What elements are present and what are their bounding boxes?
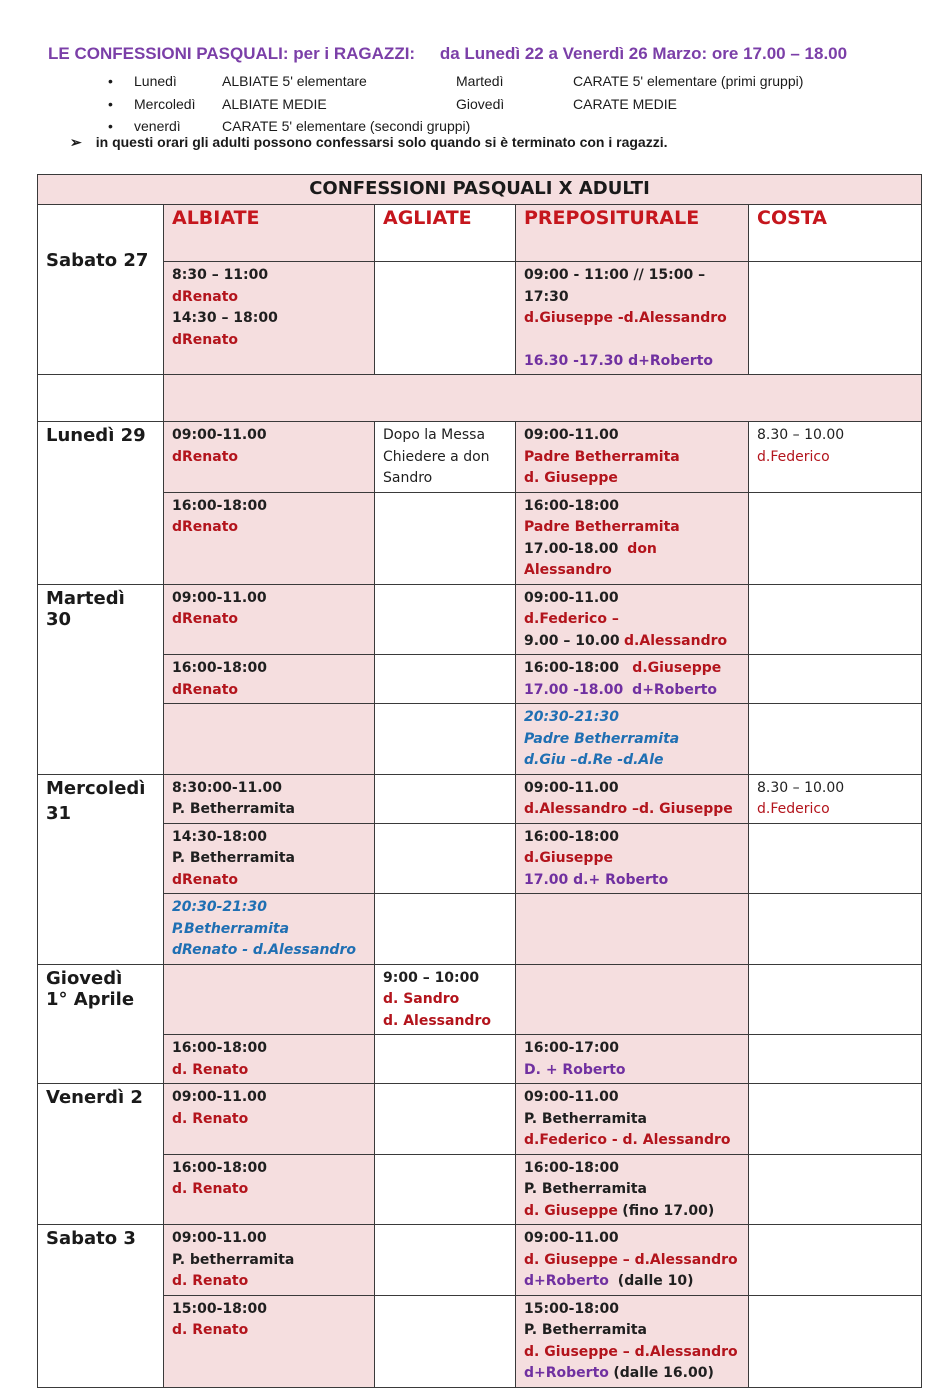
time-slot: 8.30 – 10.00 bbox=[757, 427, 845, 443]
day-label: Lunedì 29 bbox=[46, 425, 146, 446]
confessor: don Alessandro bbox=[524, 540, 657, 578]
schedule-cell-empty bbox=[749, 655, 922, 704]
schedule-cell bbox=[164, 1295, 375, 1387]
note-line: Dopo la Messa bbox=[383, 427, 486, 443]
schedule-cell bbox=[164, 774, 375, 823]
schedule-cell bbox=[164, 422, 375, 493]
confessor: d.Federico bbox=[757, 801, 830, 817]
arrow-icon: ➢ bbox=[70, 134, 82, 150]
time-slot: 09:00-11.00 bbox=[524, 589, 619, 606]
schedule-cell-empty bbox=[749, 823, 922, 894]
schedule-cell bbox=[164, 262, 375, 375]
time-note: (dalle 16.00) bbox=[613, 1365, 714, 1381]
bullet-desc: CARATE MEDIE bbox=[573, 95, 677, 112]
bullet-day: Martedì bbox=[456, 73, 504, 89]
day-cell bbox=[38, 584, 164, 774]
confessor: d.Federico bbox=[757, 448, 830, 465]
confessor: dRenato - d.Alessandro bbox=[172, 942, 356, 958]
time-slot: 16:00-18:00 bbox=[172, 1159, 267, 1176]
confessor: d. Sandro bbox=[383, 991, 460, 1007]
confessor: dRenato bbox=[172, 448, 239, 465]
time-slot: 16:00-18:00 bbox=[524, 1159, 619, 1176]
confessor: Padre Betherramita bbox=[524, 448, 680, 465]
bullet-desc: CARATE 5' elementare (primi gruppi) bbox=[573, 73, 804, 89]
time-slot: 14:30 – 18:00 bbox=[172, 310, 278, 326]
schedule-cell-empty bbox=[375, 774, 516, 823]
schedule-cell-empty bbox=[375, 584, 516, 655]
time-slot: 16:00-18:00 bbox=[172, 660, 267, 676]
schedule-cell-empty bbox=[375, 894, 516, 965]
bullet-icon: • bbox=[108, 73, 113, 89]
schedule-table bbox=[37, 174, 922, 1388]
bullet-icon: • bbox=[108, 95, 113, 112]
day-cell bbox=[38, 1225, 164, 1388]
day-label: Sabato 3 bbox=[46, 1228, 136, 1249]
intro-title bbox=[48, 44, 847, 64]
schedule-cell bbox=[516, 584, 749, 655]
confessor: dRenato bbox=[172, 871, 239, 888]
day-label: 1° Aprile bbox=[46, 989, 135, 1010]
confessor: d.Giuseppe bbox=[632, 660, 722, 676]
time-slot: 09:00-11.00 bbox=[172, 427, 267, 443]
schedule-cell bbox=[516, 422, 749, 493]
confessor: d.Giuseppe -d.Alessandro bbox=[524, 310, 727, 326]
time-slot: 09:00-11.00 bbox=[524, 779, 619, 796]
schedule-cell bbox=[516, 774, 749, 823]
confessor: d. Giuseppe – d.Alessandro bbox=[524, 1251, 738, 1268]
confessor: dRenato bbox=[172, 519, 239, 535]
bullet-desc: ALBIATE MEDIE bbox=[222, 95, 327, 112]
confessor-roberto: 16.30 -17.30 d+Roberto bbox=[524, 352, 714, 369]
time-slot: 09:00-11.00 bbox=[172, 1089, 267, 1105]
schedule-cell bbox=[164, 1084, 375, 1155]
location-header-agliate: AGLIATE bbox=[375, 205, 516, 262]
confessor: d. Giuseppe bbox=[524, 470, 618, 486]
day-cell bbox=[38, 1084, 164, 1225]
time-slot: 9.00 – 10.00 bbox=[524, 632, 620, 649]
schedule-cell bbox=[516, 1295, 749, 1387]
time-slot: 16:00-18:00 bbox=[524, 828, 619, 845]
time-slot: 8.30 – 10.00 bbox=[757, 779, 845, 796]
location-header-prepositurale: PREPOSITURALE bbox=[516, 205, 749, 262]
schedule-cell-empty bbox=[749, 584, 922, 655]
schedule-cell bbox=[164, 823, 375, 894]
bullet-day: Giovedì bbox=[456, 95, 505, 112]
day-cell bbox=[38, 964, 164, 1084]
bullet-desc: ALBIATE 5' elementare bbox=[222, 73, 367, 89]
time-slot: 16:00-18:00 bbox=[172, 497, 267, 514]
schedule-cell-empty bbox=[749, 704, 922, 775]
time-note: (fino 17.00) bbox=[622, 1202, 715, 1219]
schedule-cell bbox=[516, 655, 749, 704]
schedule-cell-empty bbox=[749, 1084, 922, 1155]
schedule-cell bbox=[516, 1154, 749, 1225]
confessor: P. betherramita bbox=[172, 1251, 295, 1268]
schedule-cell-empty bbox=[375, 704, 516, 775]
bullet-day: venerdì bbox=[134, 118, 181, 134]
schedule-cell bbox=[164, 1154, 375, 1225]
schedule-cell-empty bbox=[749, 1154, 922, 1225]
time-slot: 20:30-21:30 bbox=[172, 899, 267, 915]
time-slot: 15:00-18:00 bbox=[524, 1300, 619, 1317]
time-slot: 16:00-18:00 bbox=[524, 497, 619, 514]
schedule-cell bbox=[164, 1035, 375, 1084]
schedule-cell-empty bbox=[749, 1295, 922, 1387]
schedule-cell-empty bbox=[375, 262, 516, 375]
confessor-roberto: d+Roberto bbox=[632, 681, 718, 698]
confessor: d. Renato bbox=[172, 1322, 249, 1338]
confessor: Padre Betherramita bbox=[524, 730, 680, 747]
time-note: (dalle 10) bbox=[617, 1273, 694, 1289]
confessor: P. Betherramita bbox=[524, 1181, 647, 1197]
confessor: d. Giuseppe bbox=[524, 1202, 618, 1219]
confessor: P. Betherramita bbox=[524, 1110, 647, 1127]
time-slot: 09:00-11.00 bbox=[172, 1230, 267, 1246]
time-slot: 9:00 – 10:00 bbox=[383, 969, 480, 986]
schedule-cell bbox=[516, 1225, 749, 1296]
schedule-cell-empty bbox=[164, 964, 375, 1035]
schedule-cell-empty bbox=[749, 262, 922, 375]
confessor: P. Betherramita bbox=[524, 1322, 647, 1338]
schedule-cell bbox=[516, 1084, 749, 1155]
day-cell bbox=[38, 774, 164, 964]
schedule-cell-empty bbox=[375, 1225, 516, 1296]
schedule-cell-empty bbox=[375, 1084, 516, 1155]
location-header-albiate: ALBIATE bbox=[164, 205, 375, 262]
confessor-roberto: d+Roberto bbox=[524, 1273, 609, 1289]
confessor: d.Giu –d.Re -d.Ale bbox=[524, 752, 664, 768]
confessor: dRenato bbox=[172, 681, 239, 698]
time-slot: 20:30-21:30 bbox=[524, 709, 619, 725]
confessor: d.Federico – bbox=[524, 611, 619, 627]
confessor: Padre Betherramita bbox=[524, 519, 680, 535]
schedule-cell-empty bbox=[516, 964, 749, 1035]
schedule-cell bbox=[749, 774, 922, 823]
spacer-cell bbox=[38, 375, 164, 422]
time-slot: 17.00 -18.00 bbox=[524, 681, 624, 698]
time-slot: 8:30 – 11:00 bbox=[172, 267, 269, 283]
confessor: dRenato bbox=[172, 288, 239, 305]
time-slot: 15:00-18:00 bbox=[172, 1300, 267, 1317]
schedule-cell-empty bbox=[749, 1225, 922, 1296]
time-slot: 14:30-18:00 bbox=[172, 828, 267, 845]
schedule-cell-empty bbox=[375, 1035, 516, 1084]
schedule-cell-empty bbox=[749, 894, 922, 965]
schedule-cell-empty bbox=[516, 894, 749, 965]
bullet-day: Lunedì bbox=[134, 73, 177, 89]
confessor: P. Betherramita bbox=[172, 801, 295, 817]
schedule-cell bbox=[164, 492, 375, 584]
confessor: d. Renato bbox=[172, 1061, 249, 1078]
confessor: P.Betherramita bbox=[172, 920, 290, 937]
confessor: d.Federico - d. Alessandro bbox=[524, 1132, 731, 1148]
schedule-cell-empty bbox=[749, 964, 922, 1035]
day-label: Mercoledì bbox=[46, 777, 146, 799]
time-slot: 09:00-11.00 bbox=[172, 589, 267, 606]
schedule-cell bbox=[516, 823, 749, 894]
schedule-cell bbox=[164, 655, 375, 704]
day-label: 31 bbox=[46, 803, 72, 824]
confessor: P. Betherramita bbox=[172, 850, 295, 866]
note-text: in questi orari gli adulti possono confessarsi solo quando si è terminato con i ragazzi. bbox=[95, 134, 668, 150]
time-slot: 16:00-17:00 bbox=[524, 1040, 619, 1056]
schedule-cell-empty bbox=[749, 492, 922, 584]
confessor: dRenato bbox=[172, 331, 239, 348]
time-slot: 16:00-18:00 bbox=[524, 660, 619, 676]
day-label: Sabato 27 bbox=[46, 250, 149, 271]
schedule-cell-empty bbox=[375, 823, 516, 894]
schedule-cell bbox=[164, 1225, 375, 1296]
bullet-desc: CARATE 5' elementare (secondi gruppi) bbox=[222, 118, 471, 134]
confessor-roberto: d+Roberto bbox=[524, 1365, 609, 1381]
intro-title-part2: da Lunedì 22 a Venerdì 26 Marzo: ore 17.00 – 18.00 bbox=[439, 44, 848, 63]
schedule-cell bbox=[749, 422, 922, 493]
confessor-roberto: 17.00 d.+ Roberto bbox=[524, 871, 669, 888]
schedule-cell-empty bbox=[375, 492, 516, 584]
time-slot: 09:00 - 11:00 // 15:00 – 17:30 bbox=[524, 267, 706, 305]
schedule-cell bbox=[164, 894, 375, 965]
time-slot: 09:00-11.00 bbox=[524, 1089, 619, 1105]
schedule-cell-empty bbox=[164, 704, 375, 775]
time-slot: 16:00-18:00 bbox=[172, 1040, 267, 1056]
day-cell bbox=[38, 205, 164, 375]
confessor: d. Giuseppe – d.Alessandro bbox=[524, 1343, 738, 1360]
day-label: Martedì 30 bbox=[46, 587, 125, 630]
time-slot: 09:00-11.00 bbox=[524, 427, 619, 443]
confessor: dRenato bbox=[172, 611, 239, 627]
confessor: d. Renato bbox=[172, 1273, 249, 1289]
confessor: d. Renato bbox=[172, 1181, 249, 1197]
schedule-cell bbox=[516, 262, 749, 375]
day-cell bbox=[38, 422, 164, 585]
intro-title-part1: LE CONFESSIONI PASQUALI: per i RAGAZZI: bbox=[48, 44, 416, 63]
schedule-cell bbox=[516, 1035, 749, 1084]
note-line: Sandro bbox=[383, 470, 433, 486]
day-label: Venerdì 2 bbox=[46, 1087, 143, 1108]
confessor: d.Giuseppe bbox=[524, 850, 613, 866]
bullet-day: Mercoledì bbox=[134, 95, 196, 112]
adults-note bbox=[70, 134, 668, 151]
spacer-row bbox=[164, 375, 922, 422]
location-header-costa: COSTA bbox=[749, 205, 922, 262]
table-banner: CONFESSIONI PASQUALI X ADULTI bbox=[38, 175, 922, 205]
confessor: d.Alessandro –d. Giuseppe bbox=[524, 801, 733, 817]
schedule-cell bbox=[516, 492, 749, 584]
schedule-cell bbox=[375, 964, 516, 1035]
confessor: d. Renato bbox=[172, 1110, 249, 1127]
schedule-cell bbox=[164, 584, 375, 655]
schedule-cell bbox=[375, 422, 516, 493]
note-line: Chiedere a don bbox=[383, 448, 490, 465]
time-slot: 17.00-18.00 bbox=[524, 540, 619, 557]
schedule-cell-empty bbox=[375, 655, 516, 704]
schedule-cell-empty bbox=[375, 1154, 516, 1225]
day-label: Giovedì bbox=[46, 967, 123, 989]
schedule-cell-empty bbox=[749, 1035, 922, 1084]
time-slot: 09:00-11.00 bbox=[524, 1230, 619, 1246]
bullet-icon: • bbox=[108, 118, 113, 134]
confessor-roberto: D. + Roberto bbox=[524, 1061, 626, 1078]
confessor: d.Alessandro bbox=[624, 632, 728, 649]
schedule-cell bbox=[516, 704, 749, 775]
confessor: d. Alessandro bbox=[383, 1012, 491, 1029]
time-slot: 8:30:00-11.00 bbox=[172, 779, 282, 796]
schedule-cell-empty bbox=[375, 1295, 516, 1387]
